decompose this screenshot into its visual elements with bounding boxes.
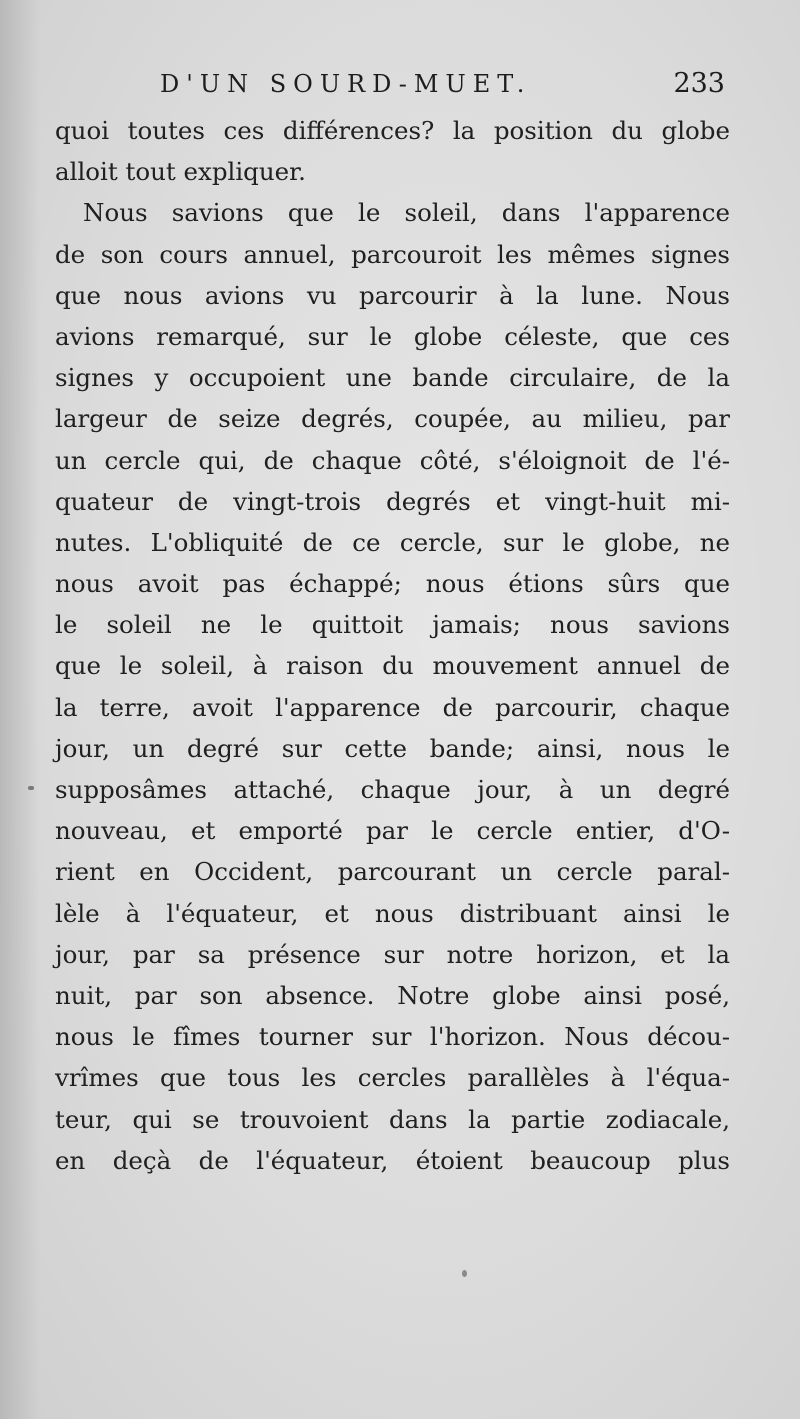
gutter-shadow xyxy=(0,0,40,1419)
text-line: avions remarqué, sur le globe céleste, que ces xyxy=(55,321,730,351)
text-line: nouveau, et emporté par le cercle entier, d'O- xyxy=(55,816,730,846)
text-line: jour, un degré sur cette bande; ainsi, nous le xyxy=(55,733,730,763)
margin-mark xyxy=(28,786,34,790)
text-line: largeur de seize degrés, coupée, au milieu, par xyxy=(55,404,730,434)
text-line: signes y occupoient une bande circulaire, de la xyxy=(55,363,730,393)
text-line: la terre, avoit l'apparence de parcourir, chaque xyxy=(55,692,730,722)
text-line: que le soleil, à raison du mouvement annuel de xyxy=(55,651,730,681)
text-line: rient en Occident, parcourant un cercle paral- xyxy=(55,857,730,887)
text-line: que nous avions vu parcourir à la lune. Nous xyxy=(55,280,730,310)
text-line: nuit, par son absence. Notre globe ainsi posé, xyxy=(55,980,730,1010)
text-line: de son cours annuel, parcouroit les mêmes signes xyxy=(55,239,730,269)
paper-speck xyxy=(462,1270,467,1277)
text-line: supposâmes attaché, chaque jour, à un degré xyxy=(55,775,730,804)
text-line: quateur de vingt-trois degrés et vingt-huit mi- xyxy=(55,486,730,516)
page-number: 233 xyxy=(673,68,725,99)
text-line: un cercle qui, de chaque côté, s'éloignoit de l'é- xyxy=(55,445,730,475)
body-text xyxy=(55,110,730,1181)
text-line: quoi toutes ces différences? la position du globe xyxy=(55,116,730,145)
text-line: jour, par sa présence sur notre horizon, et la xyxy=(55,939,730,969)
text-line: Nous savions que le soleil, dans l'apparence xyxy=(83,198,730,228)
text-line: le soleil ne le quittoit jamais; nous savions xyxy=(55,610,730,640)
text-line: nous avoit pas échappé; nous étions sûrs que xyxy=(55,569,730,599)
text-line: en deçà de l'équateur, étoient beaucoup plus xyxy=(55,1145,730,1175)
text-line: vrîmes que tous les cercles parallèles à l'équa- xyxy=(55,1063,730,1093)
text-line: nous le fîmes tourner sur l'horizon. Nous décou- xyxy=(55,1022,730,1052)
text-line: lèle à l'équateur, et nous distribuant ainsi le xyxy=(55,898,730,928)
running-head xyxy=(160,62,725,106)
text-line: nutes. L'obliquité de ce cercle, sur le globe, ne xyxy=(55,527,730,557)
running-title: D'UN SOURD-MUET. xyxy=(160,70,532,98)
text-line: alloit tout expliquer. xyxy=(55,157,306,187)
text-line: teur, qui se trouvoient dans la partie zodiacale, xyxy=(55,1104,730,1134)
